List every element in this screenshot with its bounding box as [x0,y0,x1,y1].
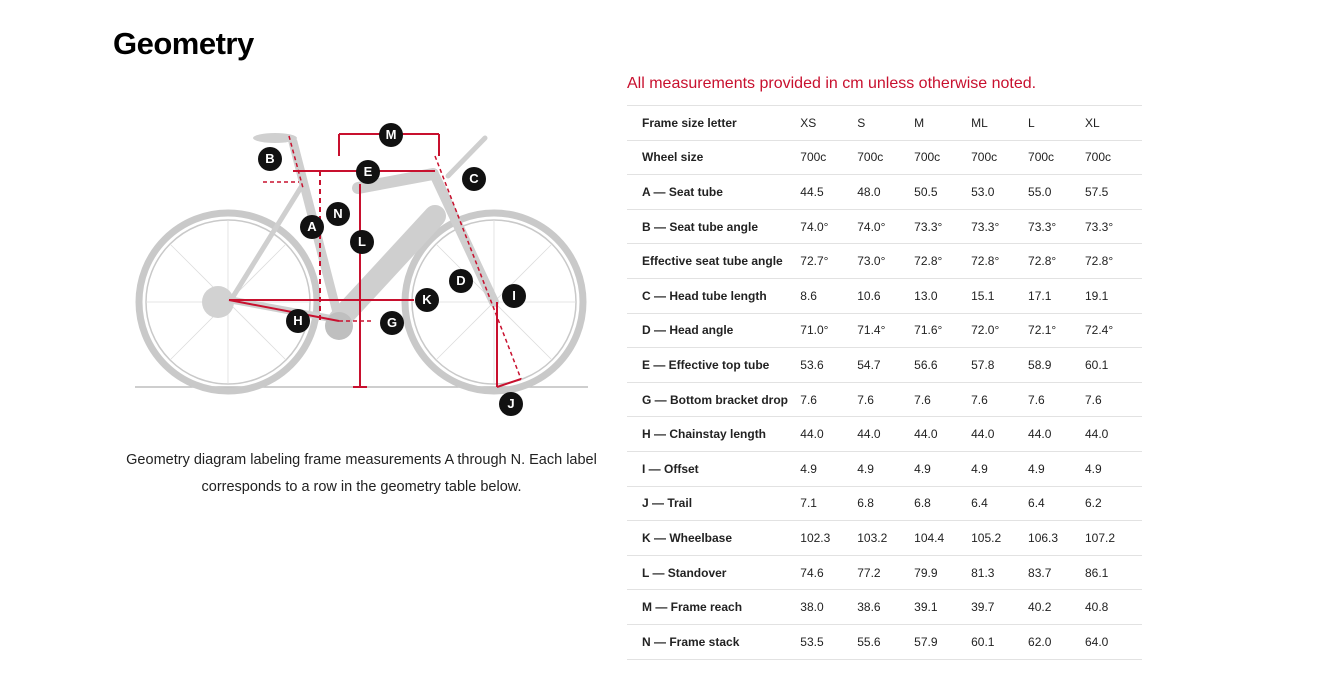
units-note: All measurements provided in cm unless otherwise noted. [627,75,1037,92]
table-row [627,624,1142,659]
table-cell: 74.0° [857,209,914,244]
table-cell: 6.2 [1085,486,1142,521]
row-label: H — Chainstay length [627,417,800,452]
table-row [627,209,1142,244]
table-cell: 74.6 [800,555,857,590]
table-row [627,278,1142,313]
page-title: Geometry [113,26,254,61]
table-cell: 6.4 [971,486,1028,521]
diagram-label-e: E [356,160,380,184]
table-cell: 71.4° [857,313,914,348]
table-cell: 39.1 [914,590,971,625]
row-label: A — Seat tube [627,175,800,210]
diagram-label-b: B [258,147,282,171]
bike-illustration [113,76,608,444]
diagram-label-c: C [462,167,486,191]
table-cell: 44.0 [1085,417,1142,452]
diagram-label-m: M [379,123,403,147]
table-cell: 40.2 [1028,590,1085,625]
table-row [627,451,1142,486]
table-cell: 38.6 [857,590,914,625]
table-cell: 4.9 [857,451,914,486]
table-cell: 57.9 [914,624,971,659]
table-cell: 7.6 [914,382,971,417]
table-row [627,382,1142,417]
table-cell: 62.0 [1028,624,1085,659]
table-cell: 7.6 [971,382,1028,417]
row-label: Effective seat tube angle [627,244,800,279]
table-cell: 15.1 [971,278,1028,313]
table-cell: 44.0 [971,417,1028,452]
table-row [627,486,1142,521]
table-cell: 7.6 [857,382,914,417]
table-cell: 73.0° [857,244,914,279]
table-cell: 7.6 [1028,382,1085,417]
diagram-label-a: A [300,215,324,239]
table-cell: 72.7° [800,244,857,279]
diagram-caption: Geometry diagram labeling frame measurements A through N. Each label corresponds to a row in the geometry table below. [126,452,597,495]
table-cell: 44.5 [800,175,857,210]
table-cell: 58.9 [1028,348,1085,383]
table-cell: 19.1 [1085,278,1142,313]
table-cell: 39.7 [971,590,1028,625]
table-cell: 4.9 [1085,451,1142,486]
table-cell: 72.8° [971,244,1028,279]
table-row [627,348,1142,383]
table-cell: 60.1 [971,624,1028,659]
diagram-label-i: I [502,284,526,308]
table-cell: 6.8 [857,486,914,521]
row-label: C — Head tube length [627,278,800,313]
table-header-row [627,106,1142,141]
table-cell: 72.1° [1028,313,1085,348]
table-cell: 55.0 [1028,175,1085,210]
table-cell: 72.8° [1085,244,1142,279]
table-cell: 73.3° [914,209,971,244]
table-cell: 79.9 [914,555,971,590]
table-cell: 50.5 [914,175,971,210]
table-row [627,417,1142,452]
row-label: E — Effective top tube [627,348,800,383]
size-header-xl: XL [1085,106,1142,141]
diagram-label-j: J [499,392,523,416]
diagram-label-n: N [326,202,350,226]
size-header-ml: ML [971,106,1028,141]
table-cell: 105.2 [971,521,1028,556]
table-cell: 700c [1085,140,1142,175]
table-cell: 40.8 [1085,590,1142,625]
table-cell: 107.2 [1085,521,1142,556]
table-cell: 53.0 [971,175,1028,210]
table-cell: 83.7 [1028,555,1085,590]
table-cell: 53.5 [800,624,857,659]
diagram-label-d: D [449,269,473,293]
row-label: J — Trail [627,486,800,521]
table-cell: 8.6 [800,278,857,313]
table-cell: 103.2 [857,521,914,556]
table-row [627,521,1142,556]
diagram-label-h: H [286,309,310,333]
table-cell: 54.7 [857,348,914,383]
row-label: B — Seat tube angle [627,209,800,244]
table-cell: 700c [1028,140,1085,175]
table-cell: 6.4 [1028,486,1085,521]
row-label: G — Bottom bracket drop [627,382,800,417]
table-cell: 55.6 [857,624,914,659]
table-cell: 71.0° [800,313,857,348]
table-row [627,140,1142,175]
table-cell: 60.1 [1085,348,1142,383]
table-cell: 72.8° [1028,244,1085,279]
table-cell: 4.9 [971,451,1028,486]
row-label: I — Offset [627,451,800,486]
table-cell: 6.8 [914,486,971,521]
diagram-label-l: L [350,230,374,254]
table-cell: 44.0 [857,417,914,452]
geometry-diagram [113,76,608,444]
row-label: N — Frame stack [627,624,800,659]
table-cell: 44.0 [1028,417,1085,452]
table-cell: 77.2 [857,555,914,590]
table-row [627,590,1142,625]
row-label: D — Head angle [627,313,800,348]
row-label: M — Frame reach [627,590,800,625]
table-row [627,244,1142,279]
table-cell: 700c [971,140,1028,175]
table-cell: 104.4 [914,521,971,556]
table-cell: 13.0 [914,278,971,313]
table-cell: 700c [857,140,914,175]
size-header-xs: XS [800,106,857,141]
row-label: K — Wheelbase [627,521,800,556]
geometry-table [627,105,1142,660]
table-cell: 10.6 [857,278,914,313]
table-cell: 73.3° [1028,209,1085,244]
table-cell: 48.0 [857,175,914,210]
row-label: L — Standover [627,555,800,590]
table-cell: 106.3 [1028,521,1085,556]
table-row [627,555,1142,590]
size-header-l: L [1028,106,1085,141]
table-cell: 71.6° [914,313,971,348]
table-cell: 4.9 [800,451,857,486]
table-cell: 44.0 [800,417,857,452]
table-cell: 44.0 [914,417,971,452]
table-cell: 73.3° [1085,209,1142,244]
table-cell: 53.6 [800,348,857,383]
table-cell: 38.0 [800,590,857,625]
table-cell: 81.3 [971,555,1028,590]
table-cell: 4.9 [1028,451,1085,486]
table-cell: 56.6 [914,348,971,383]
diagram-label-g: G [380,311,404,335]
table-cell: 700c [800,140,857,175]
diagram-label-k: K [415,288,439,312]
table-cell: 4.9 [914,451,971,486]
table-cell: 64.0 [1085,624,1142,659]
table-cell: 57.5 [1085,175,1142,210]
table-cell: 86.1 [1085,555,1142,590]
table-cell: 57.8 [971,348,1028,383]
table-cell: 102.3 [800,521,857,556]
table-cell: 72.8° [914,244,971,279]
table-cell: 73.3° [971,209,1028,244]
table-cell: 72.4° [1085,313,1142,348]
table-cell: 72.0° [971,313,1028,348]
table-cell: 74.0° [800,209,857,244]
size-header-m: M [914,106,971,141]
row-label: Frame size letter [627,106,800,141]
table-cell: 17.1 [1028,278,1085,313]
table-cell: 700c [914,140,971,175]
row-label: Wheel size [627,140,800,175]
table-cell: 7.1 [800,486,857,521]
table-row [627,313,1142,348]
table-cell: 7.6 [1085,382,1142,417]
size-header-s: S [857,106,914,141]
table-row [627,175,1142,210]
table-cell: 7.6 [800,382,857,417]
